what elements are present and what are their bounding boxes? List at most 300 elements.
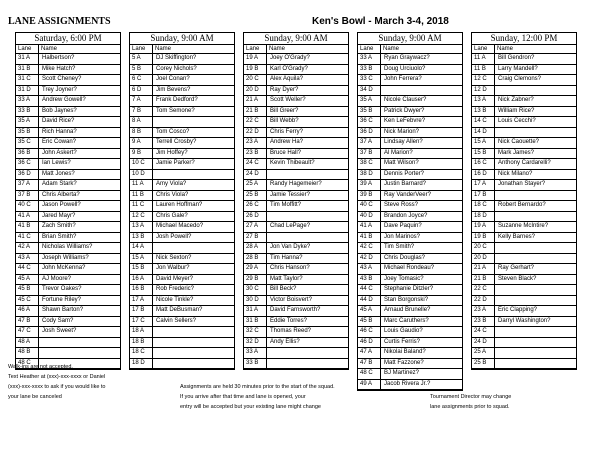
table-row: [244, 222, 348, 233]
lane-label: 21 B: [472, 275, 495, 285]
lane-label: 17 B: [130, 306, 153, 316]
bowler-name: Eddie Torres?: [270, 317, 307, 324]
bowler-name: Eric Clapping?: [498, 307, 538, 313]
bowler-name: Adam Stark?: [42, 181, 77, 187]
lane-label: 15 B: [472, 149, 495, 159]
bowler-name: Shawn Barton?: [42, 307, 84, 313]
table-row: [130, 180, 234, 191]
bowler-name: Ray Gerhart?: [498, 265, 535, 271]
bowler-name: Nicole Clauser?: [384, 97, 427, 103]
bowler-name: BJ Martinez?: [384, 370, 420, 376]
lane-label: 23 A: [472, 306, 495, 316]
bowler-name: Josh Powell?: [156, 233, 192, 240]
bowler-name: Tom Semone?: [156, 107, 195, 114]
table-row: [16, 107, 120, 118]
table-row: [358, 54, 462, 65]
table-row: [16, 212, 120, 223]
table-row: [358, 75, 462, 86]
lane-label: 40 C: [16, 201, 39, 211]
lane-label: 22 D: [244, 128, 267, 138]
bowler-name: Jon Van Dyke?: [270, 244, 311, 250]
table-row: [472, 212, 576, 223]
bowler-name: Karl O'Grady?: [270, 65, 308, 72]
table-row: [16, 348, 120, 359]
table-row: [244, 75, 348, 86]
lane-label: 6 C: [130, 75, 153, 85]
lane-label: 17 C: [130, 317, 153, 327]
bowler-name: Josh Sweet?: [42, 328, 77, 334]
table-row: [358, 191, 462, 202]
lane-label: 35 B: [358, 107, 381, 117]
table-row: [472, 75, 576, 86]
bowler-name: Michael Rondeau?: [384, 265, 435, 271]
lane-label: 7 B: [130, 107, 153, 117]
table-row: [16, 149, 120, 160]
bowler-name: [153, 117, 234, 127]
table-row: [130, 201, 234, 212]
lane-label: 26 D: [244, 212, 267, 222]
lane-label: 11 A: [130, 180, 153, 190]
lane-label: 7 A: [130, 96, 153, 106]
table-row: [472, 201, 576, 212]
lane-label: 45 B: [16, 285, 39, 295]
lane-label: 43 A: [358, 264, 381, 274]
table-row: [472, 317, 576, 328]
lane-label: 16 B: [130, 285, 153, 295]
lane-label: 31 A: [244, 306, 267, 316]
lane-label: 21 A: [472, 264, 495, 274]
table-row: [472, 54, 576, 65]
bowler-name: Nick Sexton?: [156, 254, 192, 261]
table-row: [358, 86, 462, 97]
table-row: [16, 159, 120, 170]
table-row: [358, 128, 462, 139]
table-row: [472, 159, 576, 170]
bowler-name: [495, 296, 576, 306]
lane-label: 17 B: [472, 191, 495, 201]
lane-label: 35 C: [16, 138, 39, 148]
table-row: [130, 306, 234, 317]
bowler-name: Stephanie Ditzler?: [384, 286, 434, 292]
bowler-name: Joey O'Grady?: [270, 55, 310, 61]
bowler-name: [267, 348, 348, 358]
lane-label: 47 B: [16, 317, 39, 327]
lane-label: 8 A: [130, 117, 153, 127]
lane-label: 36 C: [358, 117, 381, 127]
table-row: [472, 275, 576, 286]
lane-label: 18 B: [130, 338, 153, 348]
table-row: [130, 149, 234, 160]
lane-label: 24 C: [472, 327, 495, 337]
table-row: [358, 348, 462, 359]
lane-label: 16 A: [130, 275, 153, 285]
lane-label: 22 C: [472, 285, 495, 295]
bowler-name: Matt DeBusman?: [156, 307, 203, 313]
bowler-name: Steve Ross?: [384, 202, 419, 208]
lane-label: 20 D: [472, 254, 495, 264]
bowler-name: Nick Zabner?: [498, 97, 534, 103]
table-row: [358, 285, 462, 296]
table-row: [472, 233, 576, 244]
bowler-name: Lauren Hoffman?: [156, 202, 203, 208]
table-row: [16, 65, 120, 76]
lane-label: 13 A: [472, 96, 495, 106]
table-row: [130, 107, 234, 118]
bowler-name: Nicholas Williams?: [42, 244, 93, 250]
table-row: [358, 296, 462, 307]
bowler-name: Louis Cecchi?: [498, 118, 536, 124]
bowler-name: DJ Skiffington?: [156, 55, 197, 61]
bowler-name: Bill Beck?: [270, 286, 297, 292]
lane-label: 9 B: [130, 149, 153, 159]
lane-label: 35 A: [358, 96, 381, 106]
lane-label: 18 C: [130, 348, 153, 358]
table-row: [472, 222, 576, 233]
bowler-name: Curtis Ferris?: [384, 338, 421, 345]
table-row: [16, 254, 120, 265]
table-row: [16, 75, 120, 86]
table-row: [244, 117, 348, 128]
table-row: [16, 180, 120, 191]
table-row: [130, 191, 234, 202]
bowler-name: Tim Hanna?: [270, 254, 303, 261]
lane-label: 24 D: [244, 170, 267, 180]
bowler-name: Bob Jaynes?: [42, 107, 77, 114]
lane-label: 15 A: [472, 138, 495, 148]
table-row: [130, 138, 234, 149]
table-row: [472, 243, 576, 254]
lane-label: 29 B: [244, 275, 267, 285]
lane-label: 19 A: [244, 54, 267, 64]
bowler-name: Matt Jones?: [42, 170, 75, 177]
table-row: [16, 117, 120, 128]
bowler-name: [495, 348, 576, 358]
bowler-name: Chris Viola?: [156, 191, 189, 198]
lane-label: 40 D: [358, 212, 381, 222]
bowler-name: Jonathan Stayer?: [498, 181, 546, 187]
table-row: [244, 233, 348, 244]
bowler-name: [495, 128, 576, 138]
table-row: [472, 254, 576, 265]
bowler-name: Bruce Hall?: [270, 149, 302, 156]
lane-label: 48 C: [358, 369, 381, 379]
lane-label: 14 D: [472, 128, 495, 138]
column-header: Lane Name: [130, 45, 234, 54]
table-row: [244, 159, 348, 170]
lane-label: 30 C: [244, 285, 267, 295]
bowler-name: Jamie Tessier?: [270, 191, 310, 198]
bowler-name: Stan Borgonski?: [384, 296, 429, 303]
lane-label: 22 D: [472, 296, 495, 306]
table-row: [358, 359, 462, 370]
bowler-name: John McKenna?: [42, 265, 86, 271]
lane-label: 45 C: [16, 296, 39, 306]
bowler-name: Joseph Williams?: [42, 254, 89, 261]
table-row: [130, 275, 234, 286]
squad-column: [129, 32, 235, 370]
lane-label: 16 C: [472, 159, 495, 169]
bowler-name: Ian Lewis?: [42, 160, 71, 166]
bowler-name: Steven Black?: [498, 275, 537, 282]
bowler-name: William Rice?: [498, 107, 535, 114]
bowler-name: Matt Wilson?: [384, 160, 419, 166]
lane-label: 26 C: [244, 201, 267, 211]
lane-label: 47 A: [358, 348, 381, 358]
bowler-name: Jim Hoffey?: [156, 149, 188, 156]
bowler-name: Brian Smith?: [42, 233, 77, 240]
bowler-name: Arnaud Brunelle?: [384, 307, 431, 313]
lane-label: 33 A: [16, 96, 39, 106]
table-row: [472, 359, 576, 370]
table-row: [16, 128, 120, 139]
bowler-name: Suzanne McIntire?: [498, 223, 549, 229]
lane-label: 28 B: [244, 254, 267, 264]
table-row: [130, 243, 234, 254]
table-row: [244, 338, 348, 349]
bowler-name: Thomas Reed?: [270, 328, 312, 334]
table-row: [244, 296, 348, 307]
squad-column: [471, 32, 577, 370]
bowler-name: John Ferrera?: [384, 76, 422, 82]
lane-label: 19 B: [244, 65, 267, 75]
bowler-name: Alex Aquila?: [270, 76, 304, 82]
table-row: [16, 306, 120, 317]
bowler-name: [495, 243, 576, 253]
bowler-name: Scott Weller?: [270, 97, 306, 103]
squad-title: Saturday, 6:00 PM: [16, 33, 120, 45]
squad-title: Sunday, 12:00 PM: [472, 33, 576, 45]
bowler-name: Frank Dedford?: [156, 97, 198, 103]
lane-label: 27 A: [244, 222, 267, 232]
table-row: [358, 306, 462, 317]
bowler-name: Michael Macedo?: [156, 223, 204, 229]
table-row: [358, 369, 462, 380]
bowler-name: [153, 359, 234, 369]
table-row: [130, 285, 234, 296]
table-row: [244, 359, 348, 370]
table-row: [472, 128, 576, 139]
lane-label: 42 A: [16, 243, 39, 253]
lane-label: 20 C: [472, 243, 495, 253]
table-row: [472, 107, 576, 118]
bowler-name: Craig Clemons?: [498, 76, 542, 82]
bowler-name: Mike Hatch?: [42, 65, 76, 72]
table-row: [244, 243, 348, 254]
bowler-name: Scott Cheney?: [42, 76, 82, 82]
bowler-name: Trevor Oakes?: [42, 286, 82, 292]
table-row: [244, 212, 348, 223]
lane-label: 20 D: [244, 86, 267, 96]
bowler-name: Zach Smith?: [42, 223, 76, 229]
bowler-name: [495, 86, 576, 96]
lane-label: 34 D: [358, 86, 381, 96]
table-row: [16, 138, 120, 149]
bowler-name: [153, 327, 234, 337]
bowler-name: Larry Mandell?: [498, 65, 538, 72]
bowler-name: Joel Conan?: [156, 76, 190, 82]
lane-label: 25 B: [472, 359, 495, 369]
lane-label: 35 A: [16, 117, 39, 127]
lane-label: 35 B: [16, 128, 39, 138]
table-row: [358, 117, 462, 128]
table-row: [244, 306, 348, 317]
bowler-name: [153, 348, 234, 358]
bowler-name: [495, 359, 576, 369]
bowler-name: Nick Marion?: [384, 128, 420, 135]
table-row: [472, 180, 576, 191]
lane-label: 40 C: [358, 201, 381, 211]
lane-label: 47 B: [358, 359, 381, 369]
lane-label: 14 C: [472, 117, 495, 127]
lane-label: 48 A: [16, 338, 39, 348]
lane-label: 41 A: [16, 212, 39, 222]
squad-column: [243, 32, 349, 370]
bowler-name: [495, 327, 576, 337]
bowler-name: Tom Cosco?: [156, 128, 190, 135]
bowler-name: Bill Gendron?: [498, 55, 535, 61]
table-row: [244, 149, 348, 160]
bowler-name: Jason Powell?: [42, 202, 81, 208]
bowler-name: Chris Alberta?: [42, 191, 80, 198]
table-row: [244, 275, 348, 286]
bowler-name: [381, 86, 462, 96]
lane-label: 13 B: [130, 233, 153, 243]
table-row: [244, 128, 348, 139]
lane-label: 25 A: [244, 180, 267, 190]
table-row: [16, 327, 120, 338]
lane-label: 44 C: [358, 285, 381, 295]
lane-label: 36 D: [16, 170, 39, 180]
lane-label: 12 D: [472, 86, 495, 96]
bowler-name: [267, 170, 348, 180]
lane-label: 38 C: [358, 159, 381, 169]
lane-label: 31 B: [16, 65, 39, 75]
table-row: [472, 138, 576, 149]
table-row: [472, 170, 576, 181]
lane-label: 45 B: [358, 317, 381, 327]
lane-label: 33 C: [358, 75, 381, 85]
table-row: [472, 149, 576, 160]
table-row: [16, 243, 120, 254]
table-row: [16, 275, 120, 286]
lane-label: 46 C: [358, 327, 381, 337]
lane-label: 11 B: [130, 191, 153, 201]
bowler-name: Ray Dyer?: [270, 86, 299, 93]
bowler-name: Joey Tomasic?: [384, 275, 424, 282]
table-row: [472, 65, 576, 76]
bowler-name: [153, 338, 234, 348]
bowler-name: Cody Sam?: [42, 317, 74, 324]
lane-label: 5 A: [130, 54, 153, 64]
bowler-name: Eric Cowan?: [42, 139, 77, 145]
lane-label: 12 C: [472, 75, 495, 85]
bowler-name: [495, 254, 576, 264]
bowler-name: Corey Nichols?: [156, 65, 197, 72]
bowler-name: [39, 348, 120, 358]
lane-label: 42 D: [358, 254, 381, 264]
table-row: [358, 96, 462, 107]
lane-label: 17 A: [472, 180, 495, 190]
table-row: [244, 86, 348, 97]
table-row: [358, 317, 462, 328]
table-row: [130, 54, 234, 65]
lane-label: 33 A: [358, 54, 381, 64]
table-row: [244, 254, 348, 265]
bowler-name: Randy Hagemeier?: [270, 181, 322, 187]
table-row: [244, 65, 348, 76]
table-row: [16, 86, 120, 97]
lane-label: 46 A: [16, 306, 39, 316]
table-row: [130, 65, 234, 76]
lane-label: 14 A: [130, 243, 153, 253]
table-row: [16, 222, 120, 233]
bowler-name: [495, 285, 576, 295]
bowler-name: Marc Caruthers?: [384, 317, 429, 324]
table-row: [130, 327, 234, 338]
notes-center: Assignments are held 30 minutes prior to the start of the squad. If you arrive after that time and lane is opened, your entry will be accepted but your existing lane might change: [180, 384, 335, 410]
lane-label: 31 B: [244, 317, 267, 327]
table-row: [244, 107, 348, 118]
bowler-name: Ryan Graywacz?: [384, 55, 430, 61]
notes-left: Walk-ins are not accepted. Text Heather at (xxx)-xxx-xxxx or Daniel (xxx)-xxx-xxxx to ask if you would like to your lane be canceled: [8, 364, 106, 400]
table-row: [244, 201, 348, 212]
bowler-name: [495, 212, 576, 222]
squad-column: [357, 32, 463, 391]
bowler-name: Jon Walbur?: [156, 265, 190, 271]
lane-label: 21 A: [244, 96, 267, 106]
lane-label: 45 A: [358, 306, 381, 316]
squad-title: Sunday, 9:00 AM: [358, 33, 462, 45]
bowler-name: [495, 338, 576, 348]
table-row: [16, 317, 120, 328]
bowler-name: [153, 170, 234, 180]
lane-label: 39 B: [358, 191, 381, 201]
lane-label: 13 A: [130, 222, 153, 232]
table-row: [358, 138, 462, 149]
table-row: [472, 96, 576, 107]
table-row: [358, 159, 462, 170]
bowler-name: Al Marion?: [384, 149, 413, 156]
table-row: [130, 348, 234, 359]
bowler-name: [153, 243, 234, 253]
lane-label: 33 B: [358, 65, 381, 75]
bowler-name: Lindsay Allen?: [384, 139, 423, 145]
table-row: [472, 306, 576, 317]
lane-label: 37 B: [16, 191, 39, 201]
bowler-name: Doug Urciuolo?: [384, 65, 426, 72]
table-row: [130, 254, 234, 265]
lane-label: 43 A: [16, 254, 39, 264]
table-row: [130, 212, 234, 223]
lane-label: 36 D: [358, 128, 381, 138]
bowler-name: Matt Taylor?: [270, 275, 303, 282]
bowler-name: Jacob Rivera Jr.?: [384, 380, 431, 387]
lane-label: 6 D: [130, 86, 153, 96]
table-row: [358, 338, 462, 349]
lane-label: 18 C: [472, 201, 495, 211]
bowler-name: Kevin Thibeault?: [270, 160, 315, 166]
lane-label: 15 A: [130, 254, 153, 264]
bowler-name: Calvin Sellers?: [156, 317, 197, 324]
lane-label: 41 B: [358, 233, 381, 243]
lane-label: 31 D: [16, 86, 39, 96]
bowler-name: [267, 212, 348, 222]
lane-label: 48 C: [16, 359, 39, 369]
table-row: [16, 191, 120, 202]
column-header: Lane Name: [472, 45, 576, 54]
column-header: Lane Name: [358, 45, 462, 54]
table-row: [130, 128, 234, 139]
